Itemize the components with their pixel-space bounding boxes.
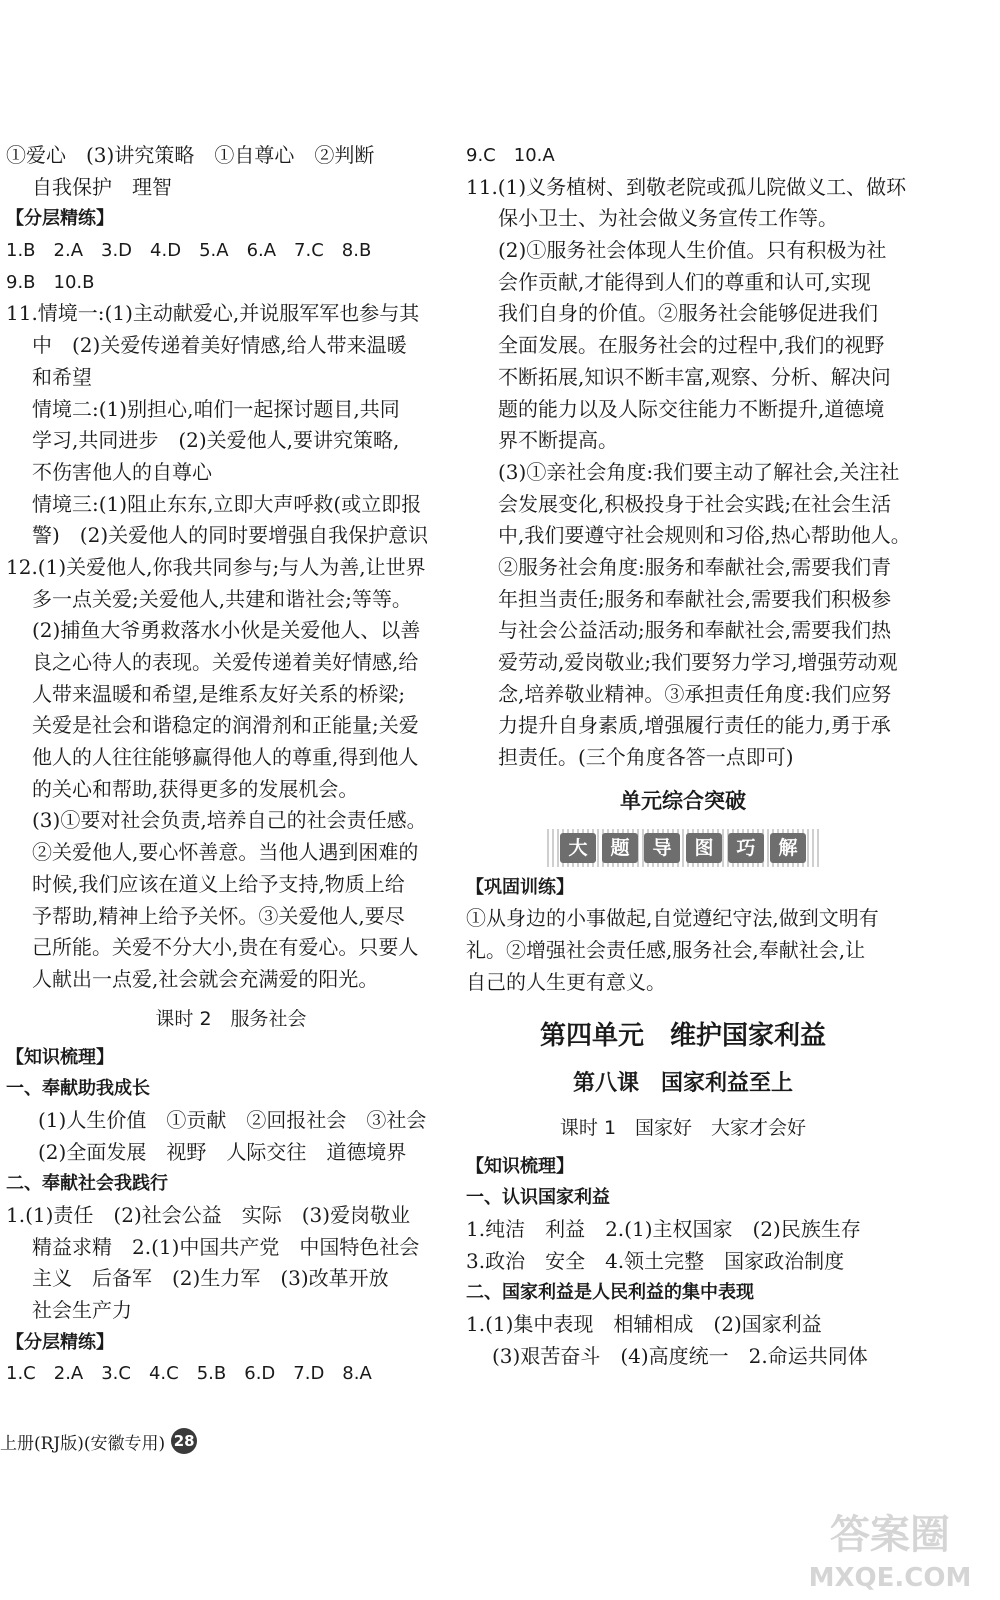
section-heading: 二、奉献社会我践行	[6, 1173, 168, 1195]
text-line: 保小卫士、为社会做义务宣传工作等。	[498, 206, 838, 231]
banner	[547, 829, 819, 867]
right-column	[466, 140, 911, 1372]
right-top-block	[466, 140, 911, 774]
text-line: ②服务社会角度:服务和奉献社会,需要我们青	[498, 554, 892, 579]
text-line: 题的能力以及人际交往能力不断提升,道德境	[498, 396, 885, 421]
text-line: (2)①服务社会体现人生价值。只有积极为社	[498, 238, 887, 263]
section-heading: 一、认识国家利益	[466, 1187, 610, 1209]
text-line: 良之心待人的表现。关爱传递着美好情感,给	[32, 650, 419, 674]
page-number: 28	[171, 1428, 197, 1454]
text-line: 予帮助,精神上给予关怀。③关爱他人,要尽	[32, 903, 405, 928]
text-line: 年担当责任;服务和奉献社会,需要我们积极参	[498, 586, 892, 611]
section-heading: 【分层精练】	[6, 208, 114, 230]
section-heading: 二、国家利益是人民利益的集中表现	[466, 1282, 754, 1304]
text-line: 11.情境一:(1)主动献爱心,并说服军军也参与其	[6, 301, 420, 326]
text-line: 全面发展。在服务社会的过程中,我们的视野	[498, 333, 885, 358]
text-line: (3)①亲社会角度:我们要主动了解社会,关注社	[498, 459, 900, 484]
unit-review-title: 单元综合突破	[620, 787, 746, 813]
banner-char: 导	[644, 833, 680, 863]
text-line: 1.(1)责任 (2)社会公益 实际 (3)爱岗敬业	[6, 1203, 411, 1227]
period-title: 课时 2 服务社会	[155, 1007, 307, 1030]
text-line: ①爱心 (3)讲究策略 ①自尊心 ②判断	[6, 143, 375, 167]
text-line: 1.B 2.A 3.D 4.D 5.A 6.A 7.C 8.B	[6, 240, 372, 262]
text-line: 人献出一点爱,社会就会充满爱的阳光。	[32, 966, 379, 991]
banner-char: 题	[602, 833, 638, 863]
text-line: 自己的人生更有意义。	[466, 969, 666, 994]
page-footer	[0, 1428, 197, 1454]
text-line: 1.C 2.A 3.C 4.C 5.B 6.D 7.D 8.A	[6, 1363, 372, 1385]
text-line: 学习,共同进步 (2)关爱他人,要讲究策略,	[32, 428, 400, 453]
section-heading: 【巩固训练】	[466, 876, 574, 898]
right-bottom-block	[466, 1151, 900, 1373]
text-line: 情境二:(1)别担心,咱们一起探讨题目,共同	[32, 396, 400, 421]
banner-wrap	[466, 824, 900, 872]
section-heading: 一、奉献助我成长	[6, 1078, 150, 1100]
text-line: 9.C 10.A	[466, 145, 555, 166]
text-line: (2)全面发展 视野 人际交往 道德境界	[38, 1139, 407, 1164]
watermark-line2: MXQE.COM	[808, 1563, 972, 1593]
text-line: 3.政治 安全 4.领土完整 国家政治制度	[466, 1248, 845, 1273]
text-line: 中 (2)关爱传递着美好情感,给人带来温暖	[32, 333, 407, 358]
text-line: 会作贡献,才能得到人们的尊重和认可,实现	[498, 269, 871, 294]
watermark-logo	[790, 1500, 990, 1600]
watermark-line1: 答案圈	[830, 1512, 950, 1558]
text-line: 1.纯洁 利益 2.(1)主权国家 (2)民族生存	[466, 1216, 861, 1241]
text-line: 的关心和帮助,获得更多的发展机会。	[32, 776, 359, 801]
text-line: 情境三:(1)阻止东东,立即大声呼救(或立即报	[32, 491, 422, 516]
text-line: 1.(1)集中表现 相辅相成 (2)国家利益	[466, 1311, 822, 1336]
text-line: 不断拓展,知识不断丰富,观察、分析、解决问	[498, 364, 891, 389]
text-line: 12.(1)关爱他人,你我共同参与;与人为善,让世界	[6, 554, 426, 579]
text-line: 人带来温暖和希望,是维系友好关系的桥梁;	[32, 681, 406, 706]
period-title: 课时 1 国家好 大家才会好	[559, 1116, 807, 1139]
text-line: 己所能。关爱不分大小,贵在有爱心。只要人	[32, 935, 419, 960]
text-line: 主义 后备军 (2)生力军 (3)改革开放	[32, 1266, 389, 1291]
banner-char: 解	[770, 833, 806, 863]
text-line: 爱劳动,爱岗敬业;我们要努力学习,增强劳动观	[498, 650, 898, 674]
text-line: 会发展变化,积极投身于社会实践;在社会生活	[498, 491, 892, 516]
text-line: 和希望	[32, 364, 92, 389]
text-line: 11.(1)义务植树、到敬老院或孤儿院做义工、做环	[466, 174, 907, 199]
text-line: 自我保护 理智	[32, 174, 172, 199]
lesson-title: 第八课 国家利益至上	[572, 1069, 793, 1096]
text-line: 社会生产力	[32, 1298, 132, 1323]
unit-title: 第四单元 维护国家利益	[539, 1020, 826, 1051]
text-line: 力提升自身素质,增强履行责任的能力,勇于承	[498, 713, 891, 738]
section-heading: 【知识梳理】	[6, 1046, 114, 1068]
text-line: 关爱是社会和谐稳定的润滑剂和正能量;关爱	[32, 713, 419, 738]
text-line: 警) (2)关爱他人的同时要增强自我保护意识	[32, 523, 429, 548]
banner-char: 图	[686, 833, 722, 863]
text-line: 担责任。(三个角度各答一点即可)	[498, 745, 794, 770]
right-mid-block	[466, 872, 900, 999]
text-line: (3)艰苦奋斗 (4)高度统一 2.命运共同体	[492, 1343, 868, 1368]
section-heading: 【分层精练】	[6, 1331, 114, 1353]
text-line: 礼。②增强社会责任感,服务社会,奉献社会,让	[466, 938, 866, 963]
text-line: (2)捕鱼大爷勇救落水小伙是关爱他人、以善	[32, 618, 421, 643]
text-line: 界不断提高。	[498, 428, 618, 453]
text-line: 9.B 10.B	[6, 271, 95, 293]
banner-char: 巧	[728, 833, 764, 863]
text-line: 时候,我们应该在道义上给予支持,物质上给	[32, 871, 405, 896]
text-line: (1)人生价值 ①贡献 ②回报社会 ③社会	[38, 1107, 427, 1132]
text-line: (3)①要对社会负责,培养自己的社会责任感。	[32, 808, 427, 833]
section-heading: 【知识梳理】	[466, 1155, 574, 1177]
text-line: 念,培养敬业精神。③承担责任角度:我们应努	[498, 681, 892, 706]
left-column	[6, 140, 456, 1390]
text-line: 与社会公益活动;服务和奉献社会,需要我们热	[498, 618, 892, 643]
text-line: ①从身边的小事做起,自觉遵纪守法,做到文明有	[466, 906, 879, 931]
text-line: 他人的人往往能够赢得他人的尊重,得到他人	[32, 745, 419, 770]
text-line: 精益求精 2.(1)中国共产党 中国特色社会	[32, 1234, 420, 1259]
text-line: ②关爱他人,要心怀善意。当他人遇到困难的	[32, 840, 419, 865]
text-line: 不伤害他人的自尊心	[32, 459, 212, 484]
text-line: 我们自身的价值。②服务社会能够促进我们	[498, 301, 878, 326]
text-line: 多一点关爱;关爱他人,共建和谐社会;等等。	[32, 586, 412, 611]
banner-char: 大	[560, 833, 596, 863]
text-line: 中,我们要遵守社会规则和习俗,热心帮助他人。	[498, 523, 911, 548]
footer-text: 上册(RJ版)(安徽专用)	[0, 1433, 166, 1454]
